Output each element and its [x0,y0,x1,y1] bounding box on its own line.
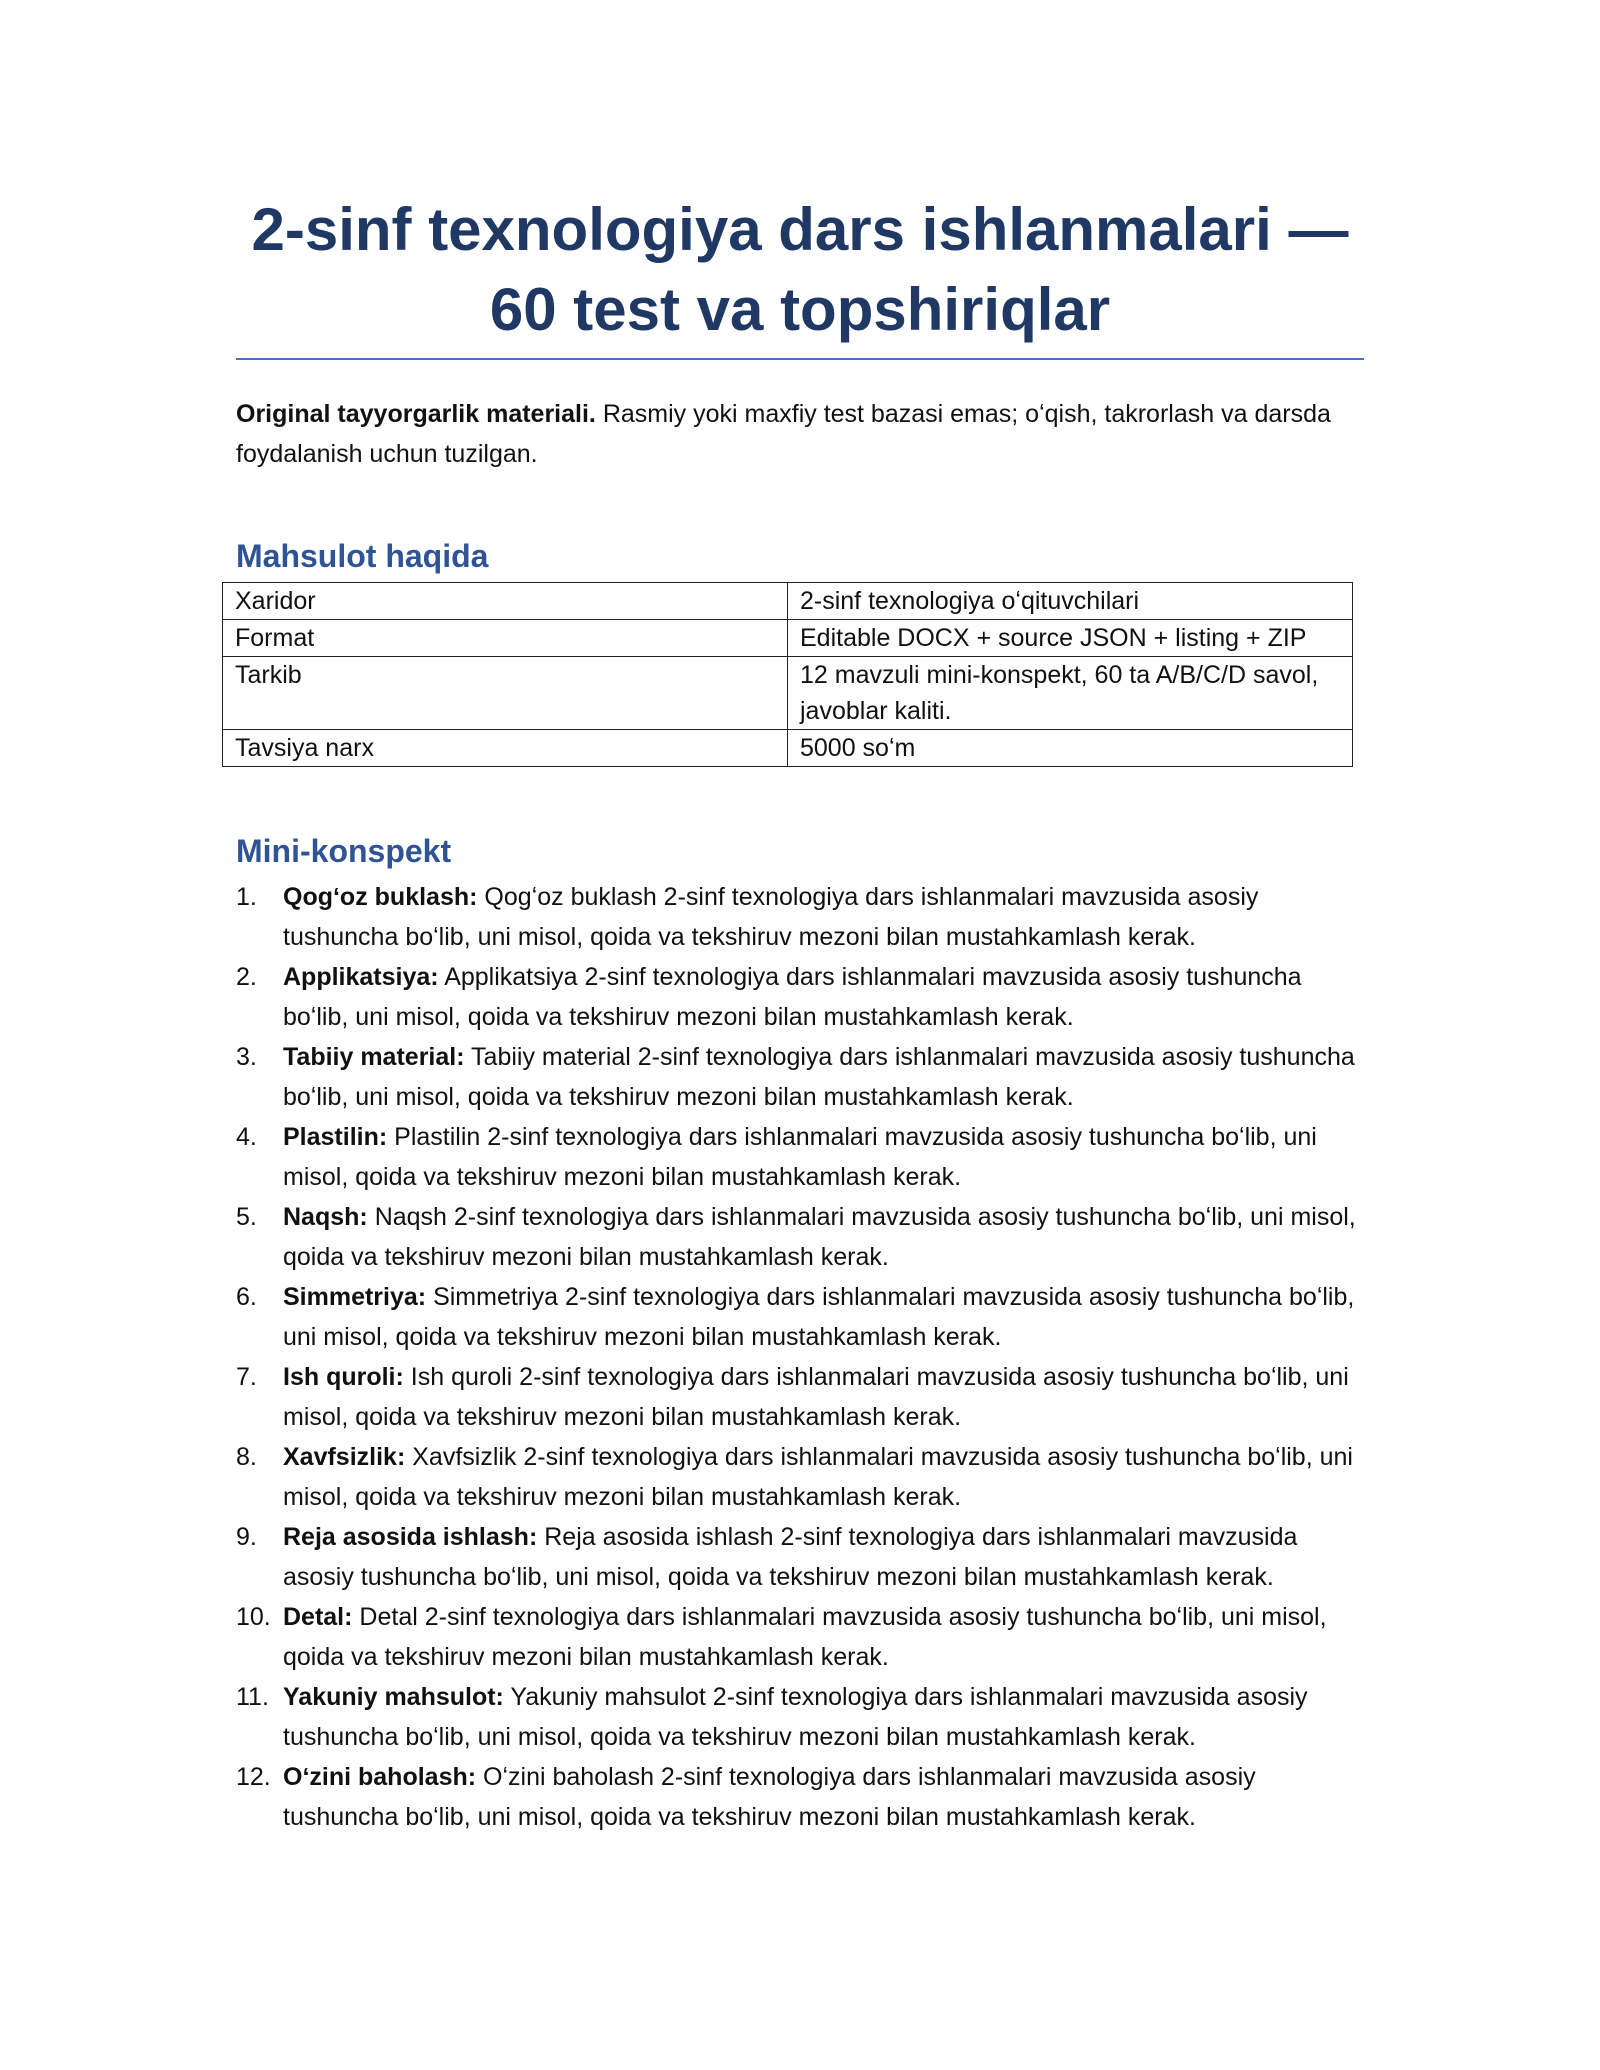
list-item [236,1677,1364,1757]
table-row [223,583,1353,620]
item-term: Naqsh: [283,1203,368,1231]
item-number: 12. [236,1763,271,1791]
item-term: Detal: [283,1603,353,1631]
item-number: 7. [236,1363,257,1391]
row-label: Xaridor [223,583,788,620]
item-number: 3. [236,1043,257,1071]
intro-paragraph [236,394,1364,474]
item-number: 10. [236,1603,271,1631]
item-number: 4. [236,1123,257,1151]
item-term: Reja asosida ishlash: [283,1523,538,1551]
item-text: Naqsh 2-sinf texnologiya dars ishlanmalari mavzusida asosiy tushuncha boʻlib, uni misol, qoida va tekshiruv mezoni bilan mustahkamlash kerak. [283,1203,1356,1271]
row-value: Editable DOCX + source JSON + listing + ZIP [788,620,1353,657]
item-number: 2. [236,963,257,991]
row-value: 12 mavzuli mini-konspekt, 60 ta A/B/C/D savol, javoblar kaliti. [788,657,1353,730]
item-text: Plastilin 2-sinf texnologiya dars ishlanmalari mavzusida asosiy tushuncha boʻlib, uni misol, qoida va tekshiruv mezoni bilan mustahkamlash kerak. [283,1123,1317,1191]
intro-text: Rasmiy yoki maxfiy test bazasi emas; oʻqish, takrorlash va darsda foydalanish uchun tuzilgan. [236,400,1331,468]
item-term: Qogʻoz buklash: [283,883,478,911]
item-text: Ish quroli 2-sinf texnologiya dars ishlanmalari mavzusida asosiy tushuncha boʻlib, uni misol, qoida va tekshiruv mezoni bilan mustahkamlash kerak. [283,1363,1349,1431]
list-item [236,1197,1364,1277]
list-item [236,1357,1364,1437]
title-line-1: 2-sinf texnologiya dars ishlanmalari — [251,196,1349,263]
item-number: 6. [236,1283,257,1311]
table-row [223,620,1353,657]
item-term: Ish quroli: [283,1363,404,1391]
item-number: 1. [236,883,257,911]
table-row [223,657,1353,730]
item-number: 11. [236,1683,269,1711]
list-item [236,1117,1364,1197]
row-label: Tavsiya narx [223,730,788,767]
item-text: Reja asosida ishlash 2-sinf texnologiya dars ishlanmalari mavzusida asosiy tushuncha boʻlib, uni misol, qoida va tekshiruv mezoni bilan mustahkamlash kerak. [283,1523,1298,1591]
list-item [236,957,1364,1037]
intro-bold-lead: Original tayyorgarlik materiali. [236,400,596,428]
list-item [236,1517,1364,1597]
item-number: 9. [236,1523,257,1551]
mini-konspekt-heading: Mini-konspekt [236,833,452,869]
table-row [223,730,1353,767]
document-title [236,190,1364,360]
item-number: 5. [236,1203,257,1231]
item-term: Applikatsiya: [283,963,439,991]
item-text: Qogʻoz buklash 2-sinf texnologiya dars ishlanmalari mavzusida asosiy tushuncha boʻlib, uni misol, qoida va tekshiruv mezoni bilan mustahkamlash kerak. [283,883,1259,951]
list-item [236,1597,1364,1677]
item-text: Oʻzini baholash 2-sinf texnologiya dars ishlanmalari mavzusida asosiy tushuncha boʻlib, uni misol, qoida va tekshiruv mezoni bilan mustahkamlash kerak. [283,1763,1256,1831]
item-term: Simmetriya: [283,1283,427,1311]
mini-konspekt-list [236,877,1364,1837]
item-text: Applikatsiya 2-sinf texnologiya dars ishlanmalari mavzusida asosiy tushuncha boʻlib, uni misol, qoida va tekshiruv mezoni bilan mustahkamlash kerak. [283,963,1302,1031]
list-item [236,1277,1364,1357]
row-value: 5000 soʻm [788,730,1353,767]
item-term: Oʻzini baholash: [283,1763,477,1791]
list-item [236,1037,1364,1117]
item-text: Detal 2-sinf texnologiya dars ishlanmalari mavzusida asosiy tushuncha boʻlib, uni misol, qoida va tekshiruv mezoni bilan mustahkamlash kerak. [283,1603,1327,1671]
item-text: Xavfsizlik 2-sinf texnologiya dars ishlanmalari mavzusida asosiy tushuncha boʻlib, uni misol, qoida va tekshiruv mezoni bilan mustahkamlash kerak. [283,1443,1353,1511]
row-label: Tarkib [223,657,788,730]
title-line-2: 60 test va topshiriqlar [489,276,1111,343]
item-term: Xavfsizlik: [283,1443,406,1471]
item-number: 8. [236,1443,257,1471]
row-label: Format [223,620,788,657]
page-content [236,190,1364,1837]
item-text: Simmetriya 2-sinf texnologiya dars ishlanmalari mavzusida asosiy tushuncha boʻlib, uni misol, qoida va tekshiruv mezoni bilan mustahkamlash kerak. [283,1283,1355,1351]
list-item [236,877,1364,957]
item-text: Tabiiy material 2-sinf texnologiya dars ishlanmalari mavzusida asosiy tushuncha boʻlib, uni misol, qoida va tekshiruv mezoni bilan mustahkamlash kerak. [283,1043,1355,1111]
list-item [236,1437,1364,1517]
item-term: Tabiiy material: [283,1043,465,1071]
item-text: Yakuniy mahsulot 2-sinf texnologiya dars ishlanmalari mavzusida asosiy tushuncha boʻlib, uni misol, qoida va tekshiruv mezoni bilan mustahkamlash kerak. [283,1683,1308,1751]
about-heading: Mahsulot haqida [236,538,489,574]
list-item [236,1757,1364,1837]
item-term: Plastilin: [283,1123,388,1151]
about-table [222,582,1353,767]
row-value: 2-sinf texnologiya oʻqituvchilari [788,583,1353,620]
item-term: Yakuniy mahsulot: [283,1683,504,1711]
